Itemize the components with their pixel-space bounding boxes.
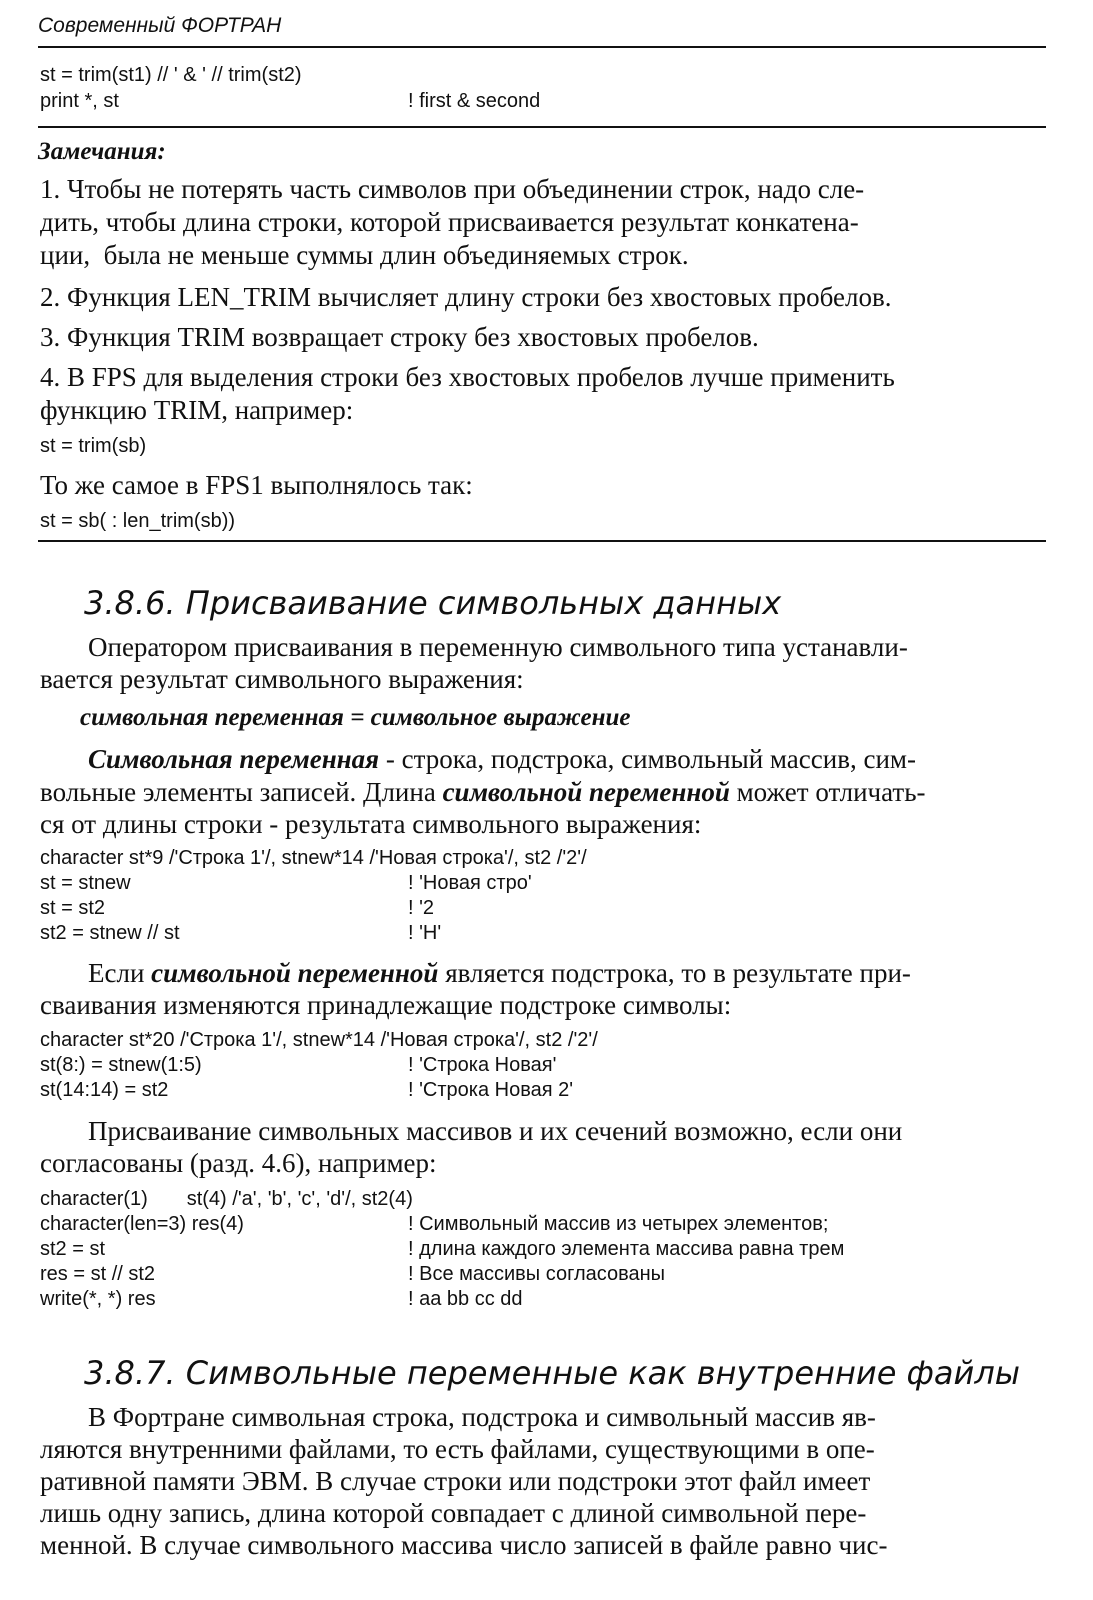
paragraph-line: Присваивание символьных массивов и их сечений возможно, если они <box>88 1116 903 1146</box>
note-4-line: 4. В FPS для выделения строки без хвостовых пробелов лучше применить <box>40 362 895 392</box>
paragraph-line: В Фортране символьная строка, подстрока и символьный массив яв- <box>88 1402 876 1432</box>
note-4-line: функцию TRIM, например: <box>40 395 354 425</box>
code-line: st2 = stnew // st <box>40 922 180 944</box>
note-1-line: дить, чтобы длина строки, которой присваивается результат конкатена- <box>40 207 859 237</box>
text: - строка, подстрока, символьный массив, сим- <box>379 744 916 774</box>
code-fps1: st = sb( : len_trim(sb)) <box>40 510 236 532</box>
code-comment: ! длина каждого элемента массива равна трем <box>408 1238 845 1260</box>
code-line: st(8:) = stnew(1:5) <box>40 1054 202 1076</box>
code-comment: ! Все массивы согласованы <box>408 1263 666 1285</box>
code-comment: ! 'Новая стро' <box>408 872 532 894</box>
code-comment: ! first & second <box>408 90 541 112</box>
paragraph-line <box>88 958 911 988</box>
code-comment: ! 'H' <box>408 922 442 944</box>
fps1-text: То же самое в FPS1 выполнялось так: <box>40 470 473 500</box>
note-1-line: ции, была не меньше суммы длин объединяемых строк. <box>40 240 689 270</box>
text: Если <box>88 958 152 988</box>
text: является подстрока, то в результате при- <box>438 958 911 988</box>
code-line: res = st // st2 <box>40 1263 156 1285</box>
note-3: 3. Функция TRIM возвращает строку без хвостовых пробелов. <box>40 322 759 352</box>
remarks-heading: Замечания: <box>38 138 166 165</box>
code-trim: st = trim(sb) <box>40 435 147 457</box>
term: Символьная переменная <box>88 744 380 774</box>
code-line: print *, st <box>40 90 119 112</box>
note-1-line: 1. Чтобы не потерять часть символов при объединении строк, надо сле- <box>40 174 865 204</box>
paragraph-line: ляются внутренними файлами, то есть файлами, существующими в опе- <box>40 1434 875 1464</box>
paragraph-line: Оператором присваивания в переменную символьного типа устанавли- <box>88 632 908 662</box>
code-comment: ! aa bb cc dd <box>408 1288 523 1310</box>
assignment-syntax: символьная переменная = символьное выражение <box>80 704 631 731</box>
paragraph-line: ративной памяти ЭВМ. В случае строки или подстроки этот файл имеет <box>40 1466 871 1496</box>
paragraph-line: сваивания изменяются принадлежащие подстроке символы: <box>40 990 732 1020</box>
paragraph-line: вается результат символьного выражения: <box>40 664 524 694</box>
code-line: character(1) st(4) /'a', 'b', 'c', 'd'/, st2(4) <box>40 1188 413 1210</box>
code-line: write(*, *) res <box>40 1288 156 1310</box>
header-rule <box>38 46 1046 48</box>
paragraph-line: менной. В случае символьного массива число записей в файле равно чис- <box>40 1530 888 1560</box>
code-line: st = stnew <box>40 872 131 894</box>
code-comment: ! 'Строка Новая' <box>408 1054 557 1076</box>
section-title-386: 3.8.6. Присваивание символьных данных <box>84 584 782 622</box>
code-line: st2 = st <box>40 1238 106 1260</box>
code-comment: ! '2 <box>408 897 435 919</box>
box-rule-bottom <box>38 540 1046 542</box>
running-title: Современный ФОРТРАН <box>38 14 282 37</box>
code-line: character st*9 /'Строка 1'/, stnew*14 /'Новая строка'/, st2 /'2'/ <box>40 847 587 869</box>
code-line: st = trim(st1) // ' & ' // trim(st2) <box>40 64 302 86</box>
term: символьной переменной <box>442 777 730 807</box>
code-line: st(14:14) = st2 <box>40 1079 169 1101</box>
paragraph-line <box>88 744 916 774</box>
paragraph-line: согласованы (разд. 4.6), например: <box>40 1148 437 1178</box>
code-comment: ! Символьный массив из четырех элементов; <box>408 1213 829 1235</box>
box-rule-top <box>38 126 1046 128</box>
code-line: character st*20 /'Строка 1'/, stnew*14 /'Новая строка'/, st2 /'2'/ <box>40 1029 598 1051</box>
code-comment: ! 'Строка Новая 2' <box>408 1079 574 1101</box>
section-title-387: 3.8.7. Символьные переменные как внутренние файлы <box>84 1354 1021 1392</box>
term: символьной переменной <box>151 958 439 988</box>
paragraph-line: лишь одну запись, длина которой совпадает с длиной символьной пере- <box>40 1498 867 1528</box>
paragraph-line <box>40 777 926 807</box>
paragraph-line: ся от длины строки - результата символьного выражения: <box>40 809 702 839</box>
text: может отличать- <box>729 777 926 807</box>
note-2: 2. Функция LEN_TRIM вычисляет длину строки без хвостовых пробелов. <box>40 282 892 312</box>
text: вольные элементы записей. Длина <box>40 777 443 807</box>
code-line: character(len=3) res(4) <box>40 1213 244 1235</box>
code-line: st = st2 <box>40 897 106 919</box>
